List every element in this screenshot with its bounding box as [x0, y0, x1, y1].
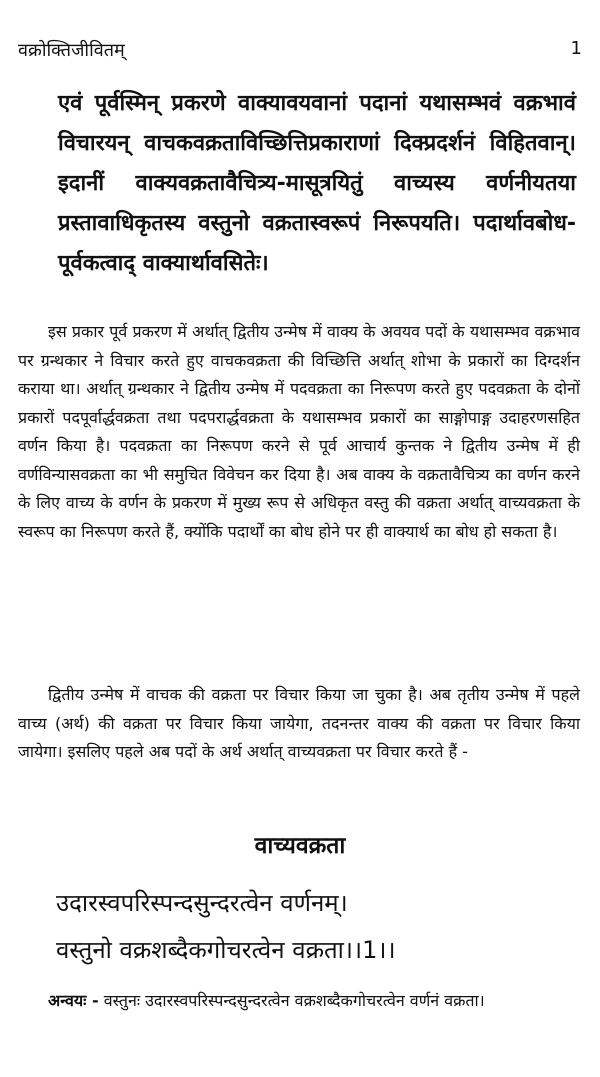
anvaya-label: अन्वयः -: [48, 991, 99, 1010]
anvaya-text: वस्तुनः उदारस्वपरिस्पन्दसुन्दरत्वेन वक्रशब्दैकगोचरत्वेन वर्णनं वक्रता।: [98, 991, 485, 1010]
section-heading: वाच्यवक्रता: [254, 833, 346, 859]
commentary-paragraph-1: इस प्रकार पूर्व प्रकरण में अर्थात् द्वितीय उन्मेष में वाक्य के अवयव पदों के यथासम्भव वक्रभाव पर ग्रन्थकार ने विचार करते हुए वाचकवक्रता की विच्छित्ति अर्थात् शोभा के प्रकारों का दिग्दर्शन कराया था। अर्थात् ग्रन्थकार ने द्वितीय उन्मेष में पदवक्रता का निरूपण करते हुए पदवक्रता के दोनों प्रकारों पदपूर्वार्द्धवक्रता तथा पदपरार्द्धवक्रता के यथासम्भव प्रकारों का साङ्गोपाङ्ग उदाहरणसहित वर्णन किया है। पदवक्रता का निरूपण करने से पूर्व आचार्य कुन्तक ने द्वितीय उन्मेष में ही वर्णविन्यासवक्रता का भी समुचित विवेचन कर दिया है। अब वाक्य के वक्रतावैचित्र्य का वर्णन करने के लिए वाच्य के वर्णन के प्रकरण में मुख्य रूप से अधिकृत वस्तु की वक्रता अर्थात् वाच्यवक्रता के स्वरूप का निरूपण करते हैं, क्योंकि पदार्थों का बोध होने पर ही वाक्यार्थ का बोध हो सकता है।: [18, 322, 580, 541]
running-title: वक्रोक्तिजीवितम्: [18, 40, 125, 61]
karika-line-2: वस्तुनो वक्रशब्दैकगोचरत्वेन वक्रता।।1।।: [56, 936, 396, 964]
page-header: [18, 38, 582, 66]
karika-line-1: उदारस्वपरिस्पन्दसुन्दरत्वेन वर्णनम्।: [56, 889, 348, 917]
anvaya-paragraph: [18, 986, 580, 1015]
page-number: 1: [570, 38, 582, 59]
sanskrit-intro-text: एवं पूर्वस्मिन् प्रकरणे वाक्यावयवानां पदानां यथासम्भवं वक्रभावं विचारयन् वाचकवक्रताविच्छित्तिप्रकाराणां दिक्प्रदर्शनं विहितवान्। इदानीं वाक्यवक्रतावैचित्र्य-मासूत्रयितुं वाच्यस्य वर्णनीयतया प्रस्तावाधिकृतस्य वस्तुनो वक्रतास्वरूपं निरूपयति। पदार्थावबोध-पूर्वकत्वाद् वाक्यार्थावसितेः।: [58, 91, 576, 276]
commentary-paragraph-2: द्वितीय उन्मेष में वाचक की वक्रता पर विचार किया जा चुका है। अब तृतीय उन्मेष में पहले वाच्य (अर्थ) की वक्रता पर विचार किया जायेगा, तदनन्तर वाक्य की वक्रता पर विचार किया जायेगा। इसलिए पहले अब पदों के अर्थ अर्थात् वाच्यवक्रता पर विचार करते हैं -: [18, 685, 580, 761]
